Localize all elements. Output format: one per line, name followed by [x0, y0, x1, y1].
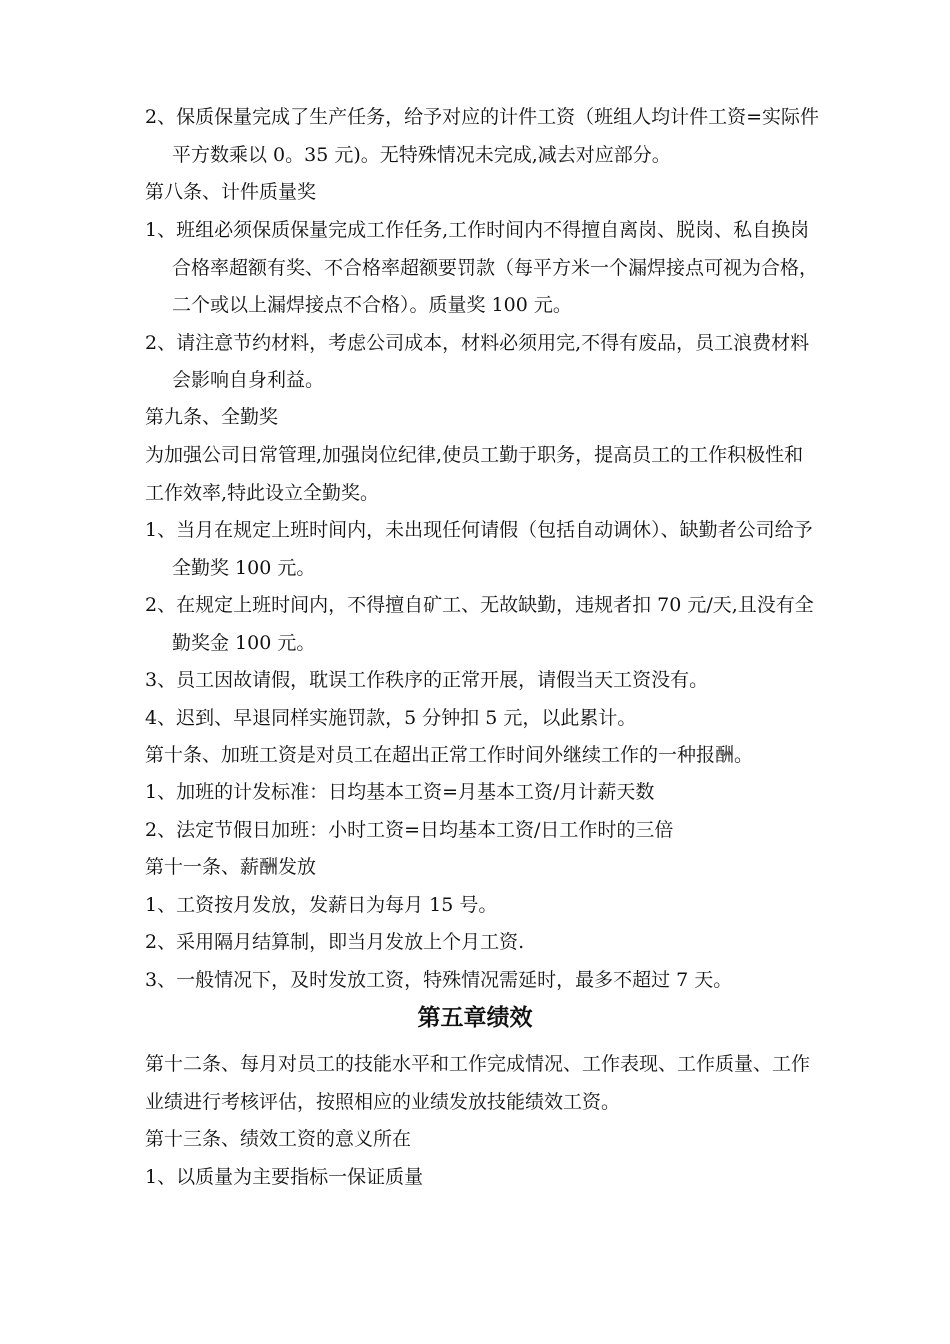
article-9-item-4: 4、迟到、早退同样实施罚款，5 分钟扣 5 元，以此累计。	[145, 707, 637, 729]
article-9-intro-line-1: 为加强公司日常管理,加强岗位纪律,使员工勤于职务，提高员工的工作积极性和	[145, 444, 804, 466]
article-10-heading: 第十条、加班工资是对员工在超出正常工作时间外继续工作的一种报酬。	[145, 744, 754, 766]
article-8-heading: 第八条、计件质量奖	[145, 181, 317, 203]
article-8-item-2-line-2: 会影响自身利益。	[172, 369, 325, 391]
article-13-item-1: 1、以质量为主要指标一保证质量	[145, 1166, 424, 1188]
article-11-item-1: 1、工资按月发放，发薪日为每月 15 号。	[145, 894, 498, 916]
article-11-item-3: 3、一般情况下，及时发放工资，特殊情况需延时，最多不超过 7 天。	[145, 969, 733, 991]
article-8-item-1-line-3: 二个或以上漏焊接点不合格）。质量奖 100 元。	[172, 294, 572, 316]
item-2-piecework-line-2: 平方数乘以 0。35 元)。无特殊情况未完成,减去对应部分。	[172, 144, 671, 166]
article-9-item-1-line-2: 全勤奖 100 元。	[172, 557, 316, 579]
article-8-item-1-line-2: 合格率超额有奖、不合格率超额要罚款（每平方米一个漏焊接点可视为合格，	[172, 257, 819, 279]
article-9-item-1-line-1: 1、当月在规定上班时间内，未出现任何请假（包括自动调休）、缺勤者公司给予	[145, 519, 813, 541]
article-9-heading: 第九条、全勤奖	[145, 406, 279, 428]
article-9-item-2-line-2: 勤奖金 100 元。	[172, 632, 316, 654]
article-9-item-3: 3、员工因故请假，耽误工作秩序的正常开展，请假当天工资没有。	[145, 669, 709, 691]
article-10-item-2: 2、法定节假日加班：小时工资=日均基本工资/日工作时的三倍	[145, 819, 674, 841]
article-9-intro-line-2: 工作效率,特此设立全勤奖。	[145, 482, 380, 504]
article-11-heading: 第十一条、薪酬发放	[145, 856, 317, 878]
item-2-piecework-line-1: 2、保质保量完成了生产任务，给予对应的计件工资（班组人均计件工资=实际件	[145, 106, 820, 128]
article-9-item-2-line-1: 2、在规定上班时间内，不得擅自矿工、无故缺勤，违规者扣 70 元/天,且没有全	[145, 594, 814, 616]
article-10-item-1: 1、加班的计发标准：日均基本工资=月基本工资/月计薪天数	[145, 781, 655, 803]
chapter-5-title: 第五章绩效	[417, 1005, 533, 1031]
article-13-heading: 第十三条、绩效工资的意义所在	[145, 1128, 412, 1150]
article-8-item-1-line-1: 1、班组必须保质保量完成工作任务,工作时间内不得擅自离岗、脱岗、私自换岗	[145, 219, 810, 241]
article-11-item-2: 2、采用隔月结算制，即当月发放上个月工资.	[145, 931, 525, 953]
article-12-line-1: 第十二条、每月对员工的技能水平和工作完成情况、工作表现、工作质量、工作	[145, 1053, 811, 1075]
article-12-line-2: 业绩进行考核评估，按照相应的业绩发放技能绩效工资。	[145, 1091, 621, 1113]
article-8-item-2-line-1: 2、请注意节约材料，考虑公司成本，材料必须用完,不得有废品，员工浪费材料	[145, 332, 810, 354]
